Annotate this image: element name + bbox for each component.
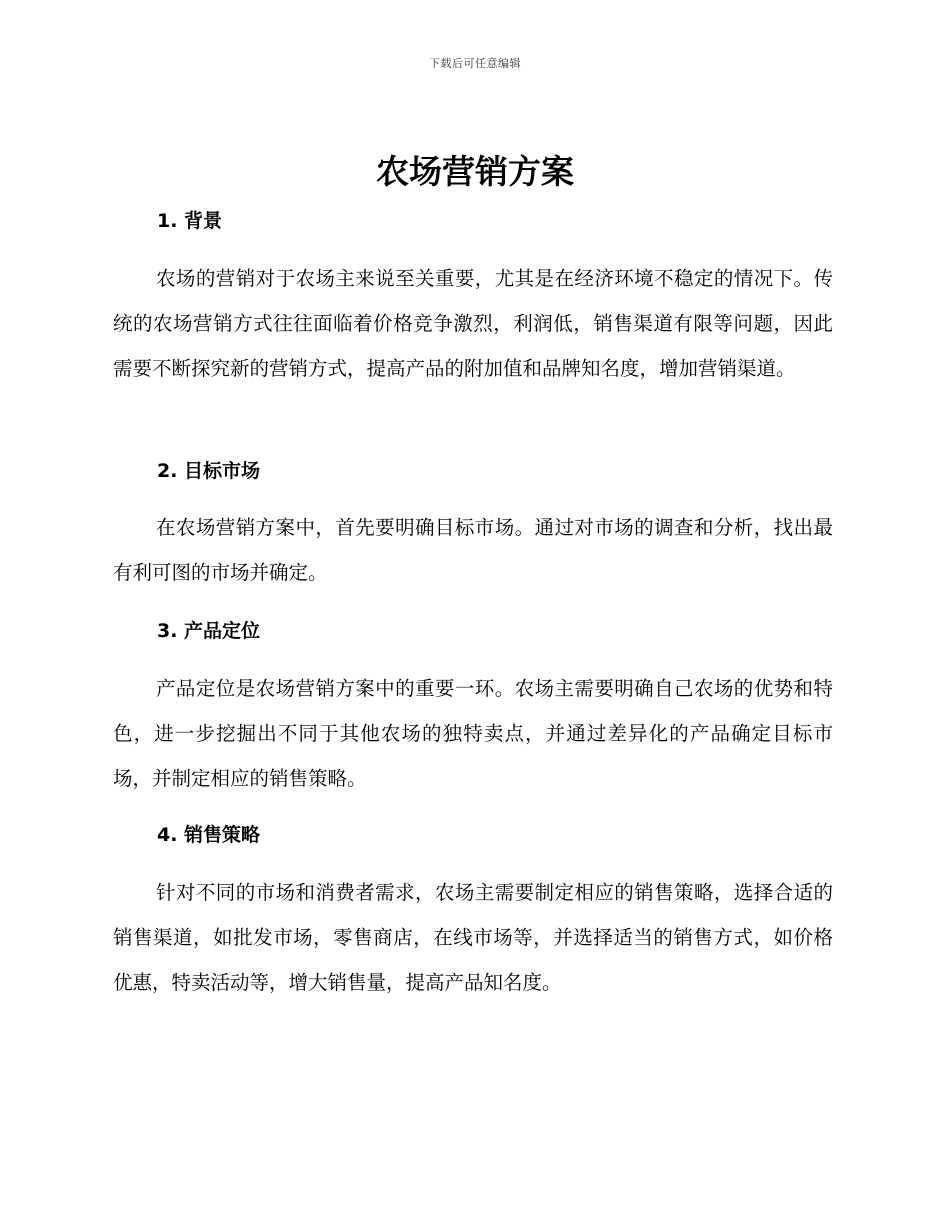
section-heading-sales-strategy: 4. 销售策略 bbox=[157, 824, 261, 846]
section-body-target-market: 在农场营销方案中，首先要明确目标市场。通过对市场的调查和分析，找出最有利可图的市场并确定。 bbox=[113, 516, 833, 584]
document-title: 农场营销方案 bbox=[376, 152, 574, 191]
header-note: 下载后可任意编辑 bbox=[429, 57, 521, 70]
section-heading-product-positioning: 3. 产品定位 bbox=[157, 620, 261, 642]
section-body-sales-strategy: 针对不同的市场和消费者需求，农场主需要制定相应的销售策略，选择合适的销售渠道，如批发市场，零售商店，在线市场等，并选择适当的销售方式，如价格优惠，特卖活动等，增大销售量，提高产品知名度。 bbox=[113, 881, 833, 994]
section-body-product-positioning: 产品定位是农场营销方案中的重要一环。农场主需要明确自己农场的优势和特色，进一步挖掘出不同于其他农场的独特卖点，并通过差异化的产品确定目标市场，并制定相应的销售策略。 bbox=[113, 677, 833, 790]
section-heading-background: 1. 背景 bbox=[157, 210, 223, 232]
section-heading-target-market: 2. 目标市场 bbox=[157, 460, 261, 482]
section-body-background: 农场的营销对于农场主来说至关重要，尤其是在经济环境不稳定的情况下。传统的农场营销方式往往面临着价格竞争激烈，利润低，销售渠道有限等问题，因此需要不断探究新的营销方式，提高产品的附加值和品牌知名度，增加营销渠道。 bbox=[113, 267, 833, 380]
